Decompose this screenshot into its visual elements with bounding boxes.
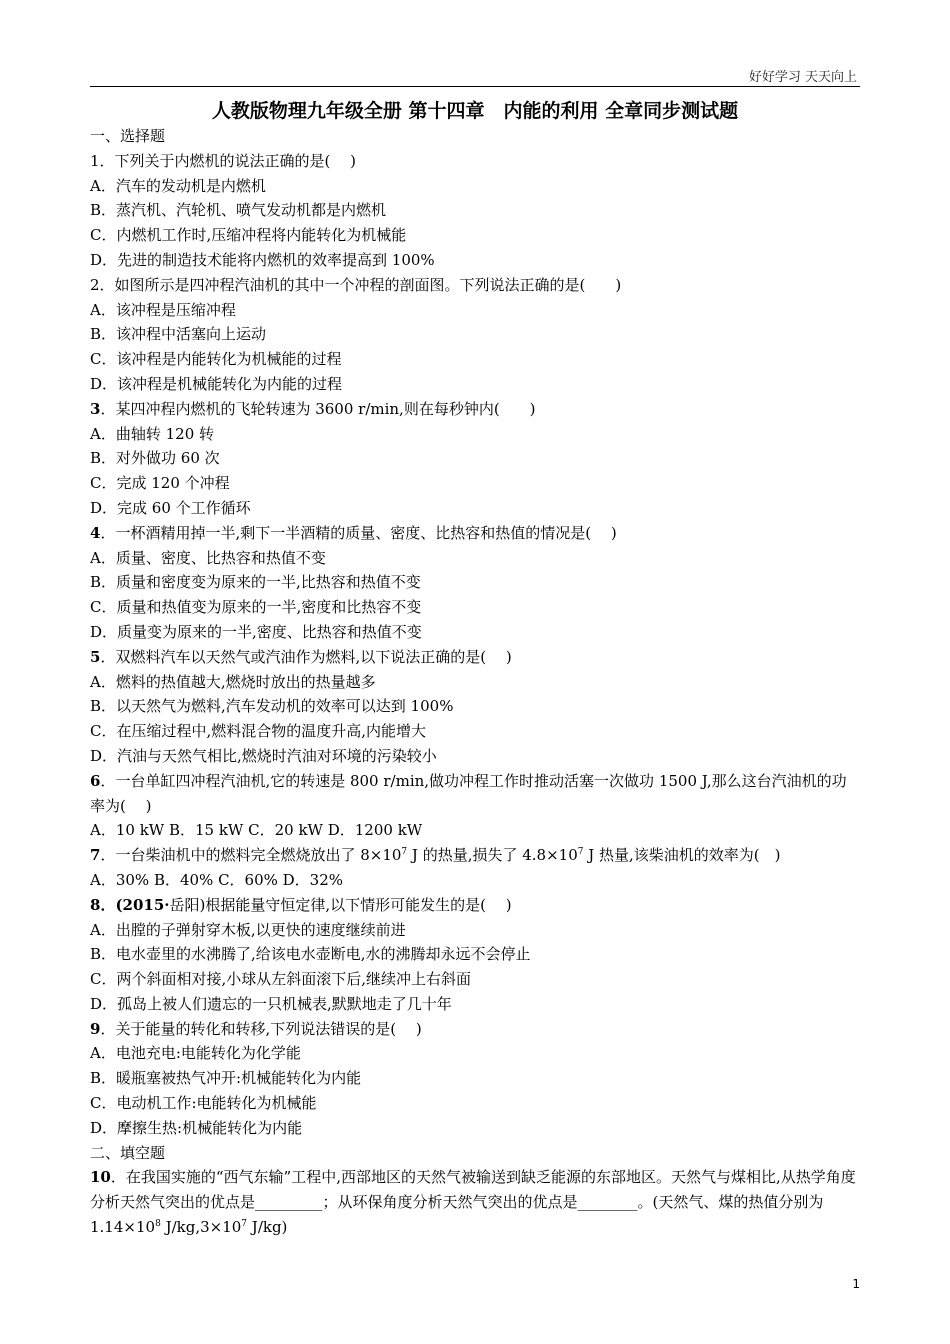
option-row: A．10 kW B．15 kW C．20 kW D．1200 kW <box>90 821 423 840</box>
question-stem: J 热量,该柴油机的效率为( ) <box>583 846 781 865</box>
page-number: 1 <box>852 1277 860 1291</box>
question-number: 10 <box>90 1168 111 1187</box>
question-6 <box>90 769 860 819</box>
document-body <box>90 124 860 1240</box>
question-number: 7 <box>90 846 101 865</box>
option: D．完成 60 个工作循环 <box>90 498 251 517</box>
question-10 <box>90 1165 860 1239</box>
question-1 <box>90 149 860 174</box>
option: A．出膛的子弹射穿木板,以更快的速度继续前进 <box>90 920 406 939</box>
question-stem: ．一台单缸四冲程汽油机,它的转速是 800 r/min,做功冲程工作时推动活塞一次做功 1500 J,那么这台汽油机的功率为( ) <box>90 771 847 815</box>
question-source: ．(2015· <box>100 895 170 914</box>
question-3 <box>90 397 860 422</box>
option: C．内燃机工作时,压缩冲程将内能转化为机械能 <box>90 226 407 245</box>
option: B．蒸汽机、汽轮机、喷气发动机都是内燃机 <box>90 201 387 220</box>
question-7 <box>90 843 860 868</box>
option: C．质量和热值变为原来的一半,密度和比热容不变 <box>90 598 422 617</box>
option: B．电水壶里的水沸腾了,给该电水壶断电,水的沸腾却永远不会停止 <box>90 945 531 964</box>
option: A．该冲程是压缩冲程 <box>90 300 236 319</box>
exponent: 7 <box>241 1219 248 1230</box>
option: A．电池充电:电能转化为化学能 <box>90 1044 301 1063</box>
page-title: 人教版物理九年级全册 第十四章 内能的利用 全章同步测试题 <box>211 100 739 122</box>
question-stem: J/kg,3×10 <box>160 1218 242 1237</box>
question-2 <box>90 273 860 298</box>
question-stem: ．下列关于内燃机的说法正确的是( ) <box>99 151 357 170</box>
option: C．该冲程是内能转化为机械能的过程 <box>90 350 342 369</box>
option: A．燃料的热值越大,燃烧时放出的热量越多 <box>90 672 376 691</box>
question-stem: ．双燃料汽车以天然气或汽油作为燃料,以下说法正确的是( ) <box>100 647 512 666</box>
question-stem: ．在我国实施的“西气东输”工程中,西部地区的天然气被输送到缺乏能源的东部地区。天然气与煤相比,从热学角度分析天然气突出的优点是_________；从环保角度分析天然气突出的优点是________。(天然气、煤的热值分别为 1.14×10 <box>90 1168 856 1237</box>
option: C．电动机工作:电能转化为机械能 <box>90 1094 317 1113</box>
question-number: 8 <box>90 895 101 914</box>
option: C．完成 120 个冲程 <box>90 474 230 493</box>
option: A．曲轴转 120 转 <box>90 424 214 443</box>
question-stem: ．一台柴油机中的燃料完全燃烧放出了 8×10 <box>100 846 402 865</box>
option: B．质量和密度变为原来的一半,比热容和热值不变 <box>90 573 421 592</box>
question-stem: J/kg) <box>247 1218 288 1237</box>
option: B．对外做功 60 次 <box>90 449 220 468</box>
option-row: A．30% B．40% C．60% D．32% <box>90 870 344 889</box>
question-4 <box>90 521 860 546</box>
question-number: 4 <box>90 523 101 542</box>
question-stem: ．如图所示是四冲程汽油机的其中一个冲程的剖面图。下列说法正确的是( ) <box>99 275 622 294</box>
question-stem: J 的热量,损失了 4.8×10 <box>407 846 578 865</box>
option: C．两个斜面相对接,小球从左斜面滚下后,继续冲上右斜面 <box>90 970 472 989</box>
question-number: 2 <box>90 275 100 294</box>
question-number: 1 <box>90 151 100 170</box>
question-stem: ．某四冲程内燃机的飞轮转速为 3600 r/min,则在每秒钟内( ) <box>100 399 536 418</box>
question-number: 3 <box>90 399 101 418</box>
option: D．先进的制造技术能将内燃机的效率提高到 100% <box>90 250 435 269</box>
question-number: 6 <box>90 771 101 790</box>
question-number: 9 <box>90 1019 101 1038</box>
question-stem: 岳阳)根据能量守恒定律,以下情形可能发生的是( ) <box>169 895 512 914</box>
option: B．暖瓶塞被热气冲开:机械能转化为内能 <box>90 1069 362 1088</box>
question-stem: ．一杯酒精用掉一半,剩下一半酒精的质量、密度、比热容和热值的情况是( ) <box>100 523 617 542</box>
exponent: 7 <box>401 847 408 858</box>
header-rule <box>90 86 860 87</box>
exponent: 8 <box>155 1219 161 1230</box>
question-number: 5 <box>90 647 101 666</box>
option: A．汽车的发动机是内燃机 <box>90 176 266 195</box>
option: C．在压缩过程中,燃料混合物的温度升高,内能增大 <box>90 722 427 741</box>
option: D．孤岛上被人们遗忘的一只机械表,默默地走了几十年 <box>90 994 452 1013</box>
header-note: 好好学习 天天向上 <box>748 70 857 85</box>
option: B．以天然气为燃料,汽车发动机的效率可以达到 100% <box>90 697 454 716</box>
option: D．质量变为原来的一半,密度、比热容和热值不变 <box>90 622 422 641</box>
exponent: 7 <box>577 847 584 858</box>
question-5 <box>90 645 860 670</box>
option: D．汽油与天然气相比,燃烧时汽油对环境的污染较小 <box>90 746 437 765</box>
option: D．该冲程是机械能转化为内能的过程 <box>90 374 343 393</box>
question-9 <box>90 1017 860 1042</box>
question-stem: ．关于能量的转化和转移,下列说法错误的是( ) <box>100 1019 422 1038</box>
option: A．质量、密度、比热容和热值不变 <box>90 548 326 567</box>
question-8 <box>90 893 860 918</box>
section-heading-choice: 一、选择题 <box>90 127 166 145</box>
option: D．摩擦生热:机械能转化为内能 <box>90 1118 303 1137</box>
option: B．该冲程中活塞向上运动 <box>90 325 267 344</box>
section-heading-fill: 二、填空题 <box>90 1143 166 1162</box>
